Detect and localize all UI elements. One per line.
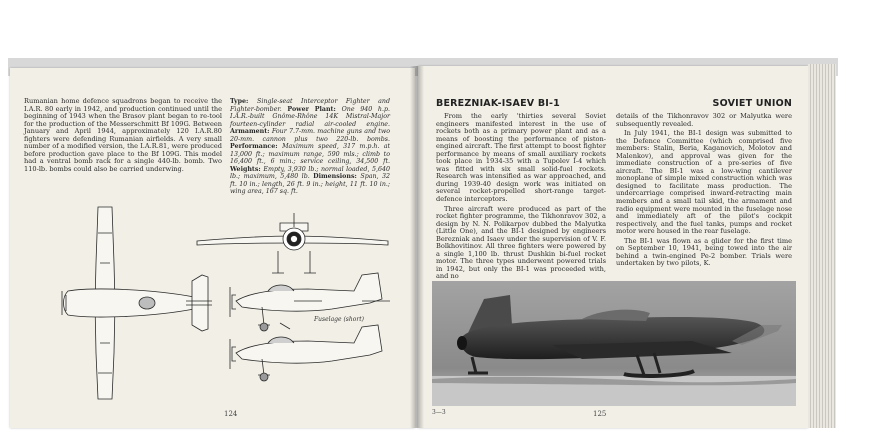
right-page-column-2 [616, 113, 792, 270]
article-country: SOVIET UNION [712, 98, 792, 109]
paragraph: Three aircraft were produced as part of the rocket fighter programme, the Tikhonravov 302, a design by N. N. Polikarpov dubbed the Malyutka (Little One), and the BI-1 designed by engineers Berezniak and Isaev under the supervision of V. F. Bolkhovitinov. All three fighters were powered by a single 1,100 lb. thrust Dushkin bi-fuel rocket motor. The three types underwent powered trials in 1942, but only the BI-1 was proceeded with, and no [436, 204, 606, 281]
paragraph: The BI-1 was flown as a glider for the first time on September 10, 1941, being towed into the air behind a twin-engined Pe-2 bomber. Trials were undertaken by two pilots, K. [616, 236, 792, 268]
right-page-column-1 [436, 113, 606, 283]
side-view-variant-drawing [230, 323, 382, 381]
printer-signature: 3—3 [432, 409, 446, 416]
drawing-annotation: Fuselage (short) [314, 316, 364, 323]
spec-weights-value: Empty, 3,930 lb.; normal loaded, 5,640 lb.; maximum, 5,480 lb. [230, 165, 390, 180]
spec-armament-value: Four 7.7-mm. machine guns and two 20-mm. cannon plus two 220-lb. bombs. [230, 128, 390, 143]
aircraft-three-view-drawing [32, 203, 390, 403]
spec-type-value: Single-seat Interceptor Fighter and Fighter-bomber. [230, 98, 390, 113]
spec-dimensions-label: Dimensions: [313, 173, 361, 180]
specification-block [230, 98, 390, 196]
spec-type-label: Type: [230, 98, 258, 105]
article-title: BEREZNIAK-ISAEV BI-1 [436, 98, 560, 109]
spec-power-value: One 940 h.p. I.A.R.-built Gnôme-Rhône 14K Mistral-Major fourteen-cylinder radial air-cooled engine. [230, 105, 390, 128]
spec-power-label: Power Plant: [287, 105, 342, 113]
side-view-drawing [230, 273, 390, 331]
left-paragraph: Rumanian home defence squadrons began to receive the I.A.R. 80 early in 1942, and production continued until the beginning of 1943 when the Brasov plant began to re-tool for the production of the Messerschmitt Bf 109G. Between January and April 1944, approximately 120 I.A.R.80 fighters were defending Rumanian airfields. A very small number of a modified version, the I.A.R.81, were produced before production gave place to the Bf 109G. This model had a ventral bomb rack for a single 440-lb. bomb. Two 110-lb. bombs could also be carried underwing. [24, 97, 222, 173]
page-edges [808, 64, 836, 428]
book-gutter [410, 66, 424, 428]
paragraph: From the early 'thirties several Soviet engineers manifested interest in the use of rockets both as a primary power plant and as a means of boosting the performance of piston-engined aircraft. The first attempt to boost fighter performance by means of small auxiliary rockets took place in 1934-35 with a Tupolev I-4 which was fitted with six small solid-fuel rockets. Research was intensified as war approached, and during 1939-40 design work was initiated on several rocket-propelled short-range target-defence interceptors. [436, 112, 606, 204]
paragraph: details of the Tikhonravov 302 or Malyutka were subsequently revealed. [616, 112, 792, 128]
left-page-text-column [24, 98, 222, 175]
spec-performance-label: Performance: [230, 143, 283, 150]
front-view-drawing [197, 213, 388, 273]
plan-view-drawing [62, 207, 212, 399]
paragraph: In July 1941, the BI-1 design was submitted to the Defence Committee (which comprised five members: Stalin, Beria, Kaganovich, Molotov and Malenkov), and approval was given for the immediate construction of a pre-series of five aircraft. The BI-1 was a low-wing cantilever monoplane of simple mixed construction which was designed to facilitate mass production. The undercarriage comprised inward-retracting main members and a small tail skid, the armament and radio equipment were mounted in the fuselage nose and immediately aft of the pilot's cockpit respectively, and the fuel tanks, pumps and rocket motor were housed in the rear fuselage. [616, 129, 792, 236]
aircraft-photograph [432, 281, 796, 406]
right-page-number: 125 [593, 410, 607, 418]
spec-weights-label: Weights: [230, 165, 264, 173]
spec-dimensions-value: Span, 32 ft. 10 in.; length, 26 ft. 9 in.; height, 11 ft. 10 in.; wing area, 167 sq. ft. [230, 173, 390, 195]
spec-performance-value: Maximum speed, 317 m.p.h. at 13,000 ft.; maximum range, 590 mls.; climb to 16,400 ft., 6 min.; service ceiling, 34,500 ft. [230, 143, 390, 165]
left-page-number: 124 [224, 410, 238, 418]
article-header [436, 98, 792, 109]
spec-armament-label: Armament: [230, 128, 272, 135]
